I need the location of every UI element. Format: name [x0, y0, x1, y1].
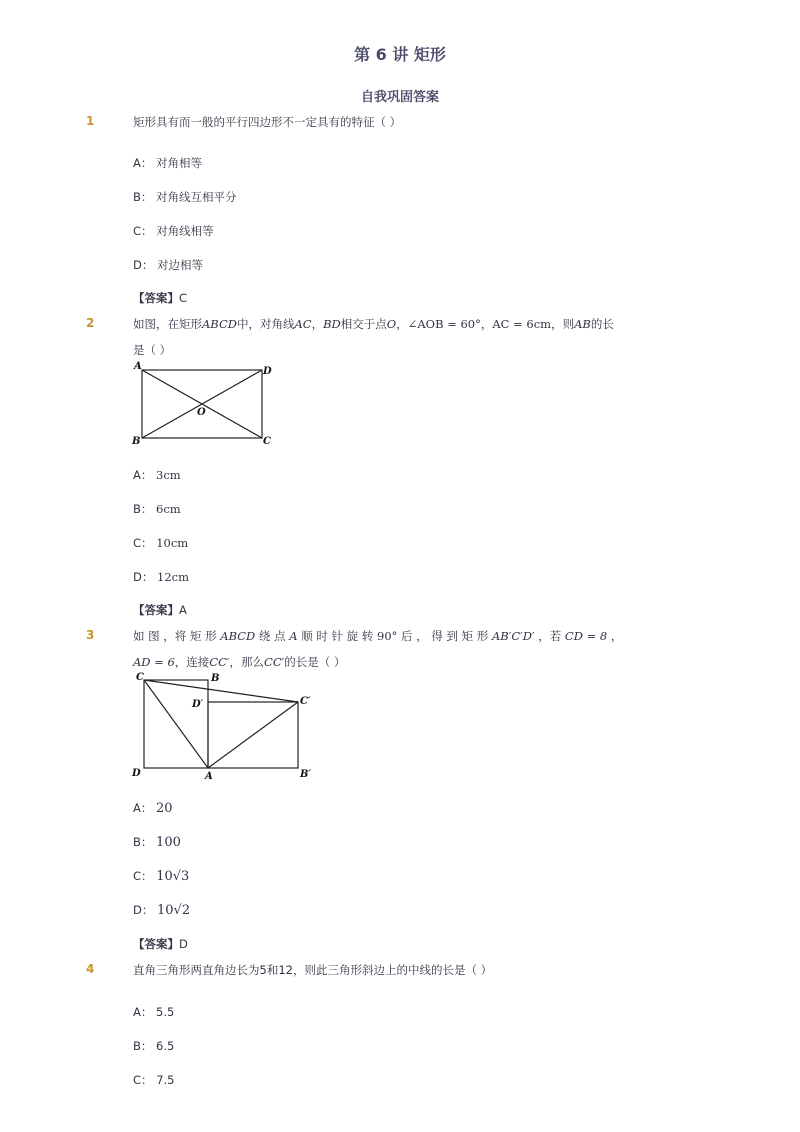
- label-a: A: [205, 771, 213, 782]
- question-1-option-c: C： 对角线相等: [133, 224, 214, 238]
- question-4-option-a: A： 5.5: [133, 1005, 175, 1019]
- question-number-1: 1: [86, 114, 95, 128]
- question-1-answer: 【答案】C: [133, 291, 188, 305]
- label-d-prime: D′: [192, 699, 204, 710]
- question-3-option-c: C： 10√3: [133, 869, 190, 884]
- question-2-answer: 【答案】A: [133, 603, 187, 617]
- question-2-option-c: C： 10cm: [133, 536, 189, 550]
- question-number-3: 3: [86, 628, 95, 642]
- question-4-option-b: B： 6.5: [133, 1039, 175, 1053]
- rectangle-diagonals-figure: [128, 360, 278, 450]
- label-c: C: [136, 672, 144, 683]
- label-b: B: [132, 436, 141, 447]
- label-c: C: [263, 436, 271, 447]
- question-3-option-a: A： 20: [133, 801, 173, 816]
- question-2-option-a: A： 3cm: [133, 468, 181, 482]
- question-1-option-b: B： 对角线互相平分: [133, 190, 237, 204]
- question-number-4: 4: [86, 962, 95, 976]
- question-number-2: 2: [86, 316, 95, 330]
- question-1-text: 矩形具有而一般的平行四边形不一定具有的特征（ ）: [133, 115, 402, 129]
- question-1-option-a: A： 对角相等: [133, 156, 203, 170]
- label-o: O: [197, 407, 206, 418]
- section-subtitle: 自我巩固答案: [360, 90, 439, 105]
- question-1-option-d: D： 对边相等: [133, 258, 204, 272]
- label-d: D: [263, 366, 272, 377]
- page-title: 第 6 讲 矩形: [354, 45, 446, 64]
- question-2-text: 如图，在矩形ABCD中，对角线AC，BD相交于点O，∠AOB = 60°，AC = 6cm，则AB的长: [133, 317, 614, 331]
- label-c-prime: C′: [300, 696, 311, 707]
- question-4-option-c: C： 7.5: [133, 1073, 175, 1087]
- question-2-option-d: D： 12cm: [133, 570, 189, 584]
- label-b-prime: B′: [300, 769, 312, 780]
- question-3-text: 如 图 ，将 矩 形 ABCD 绕 点 A 顺 时 针 旋 转 90° 后 ， 得 到 矩 形 AB′C′D′ ，若 CD = 8 ，: [133, 629, 623, 643]
- question-4-text: 直角三角形两直角边长为5和12，则此三角形斜边上的中线的长是（ ）: [133, 963, 493, 977]
- question-3-option-d: D： 10√2: [133, 903, 191, 918]
- question-3-option-b: B： 100: [133, 835, 181, 850]
- label-a: A: [134, 361, 142, 372]
- question-3-answer: 【答案】D: [133, 937, 188, 951]
- label-d: D: [132, 768, 141, 779]
- question-3-text-line2: AD = 6，连接CC′，那么CC′的长是（ ）: [133, 655, 346, 669]
- label-b: B: [211, 673, 220, 684]
- question-2-text-line2: 是（ ）: [133, 343, 172, 357]
- question-2-option-b: B： 6cm: [133, 502, 181, 516]
- rectangle-rotation-figure: [128, 670, 328, 782]
